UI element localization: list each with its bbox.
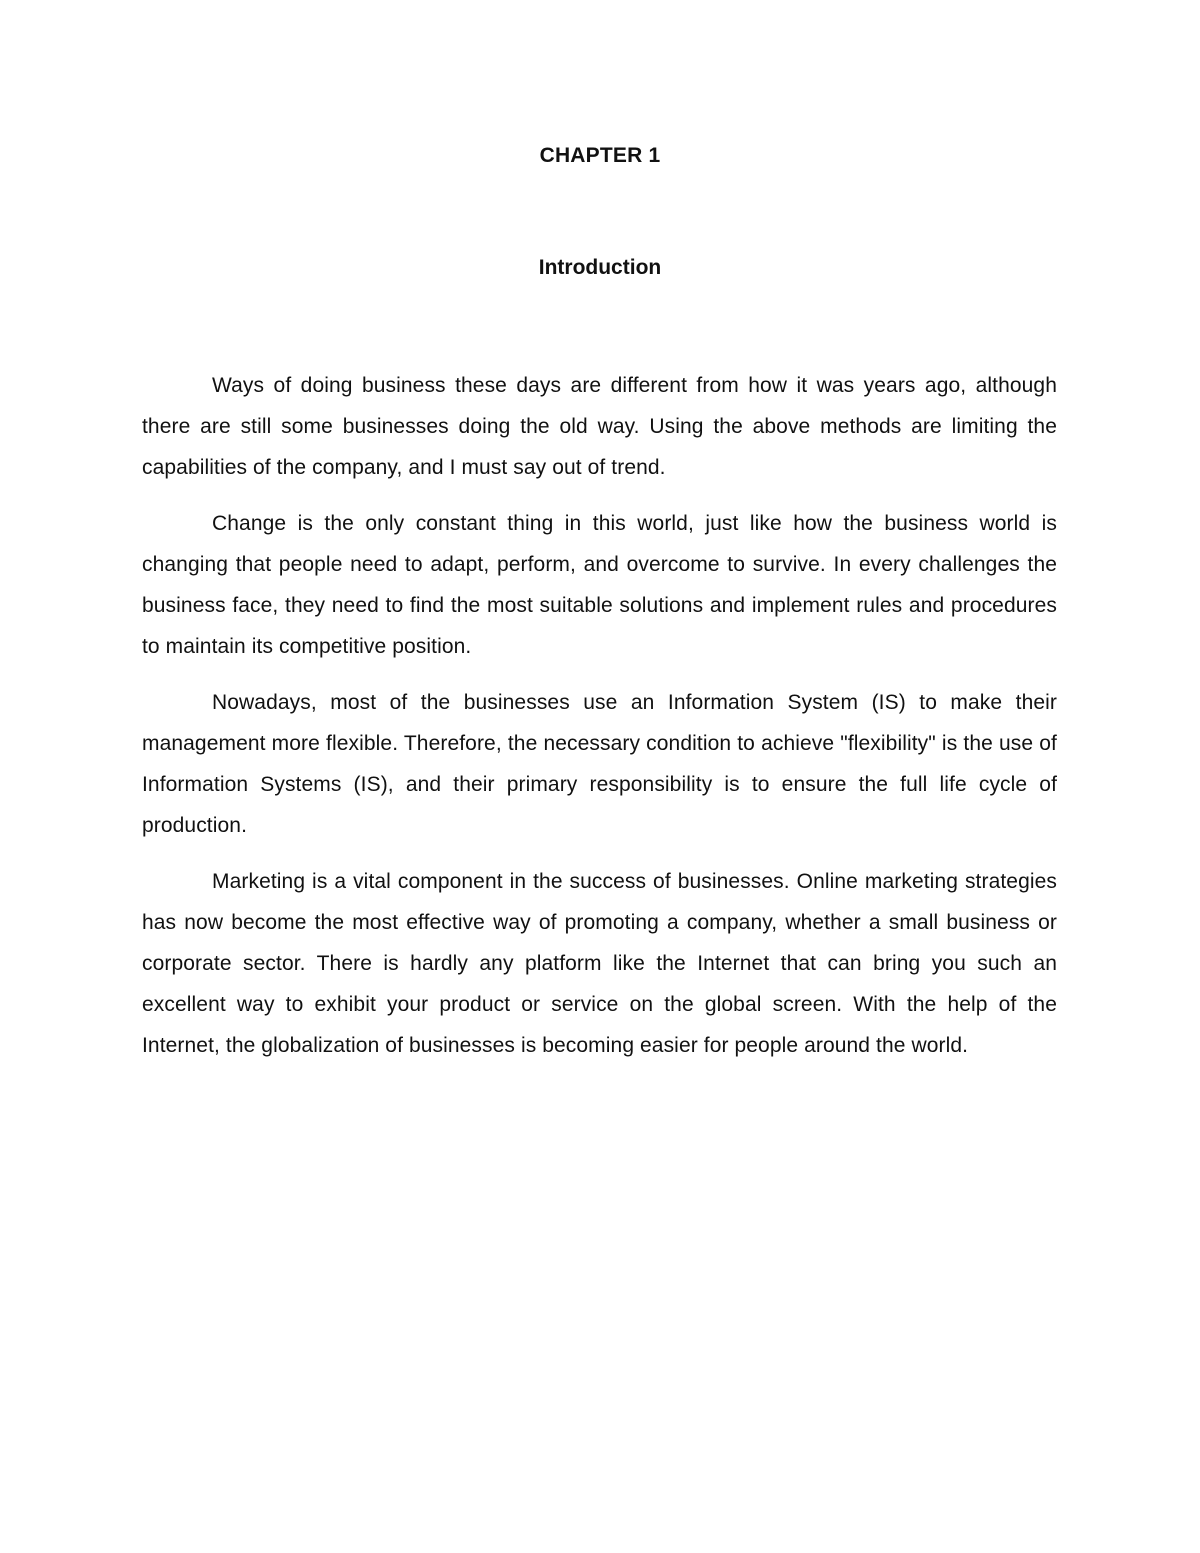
section-heading: Introduction bbox=[538, 256, 662, 279]
paragraph: Nowadays, most of the businesses use an Information System (IS) to make their management more flexible. Therefore, the necessary condition to achieve "flexibility" is the use of Information Systems (IS), and their primary responsibility is to ensure the full life cycle of production. bbox=[142, 691, 1057, 837]
paragraph: Ways of doing business these days are different from how it was years ago, although there are still some businesses doing the old way. Using the above methods are limiting the capabilities of the company, and I must say out of trend. bbox=[142, 374, 1057, 479]
body-text bbox=[142, 365, 1057, 1081]
paragraph: Change is the only constant thing in this world, just like how the business world is changing that people need to adapt, perform, and overcome to survive. In every challenges the business face, they need to find the most suitable solutions and implement rules and procedures to maintain its competitive position. bbox=[142, 512, 1057, 658]
chapter-title: CHAPTER 1 bbox=[539, 144, 661, 167]
paragraph: Marketing is a vital component in the success of businesses. Online marketing strategies has now become the most effective way of promoting a company, whether a small business or corporate sector. There is hardly any platform like the Internet that can bring you such an excellent way to exhibit your product or service on the global screen. With the help of the Internet, the globalization of businesses is becoming easier for people around the world. bbox=[142, 870, 1057, 1057]
